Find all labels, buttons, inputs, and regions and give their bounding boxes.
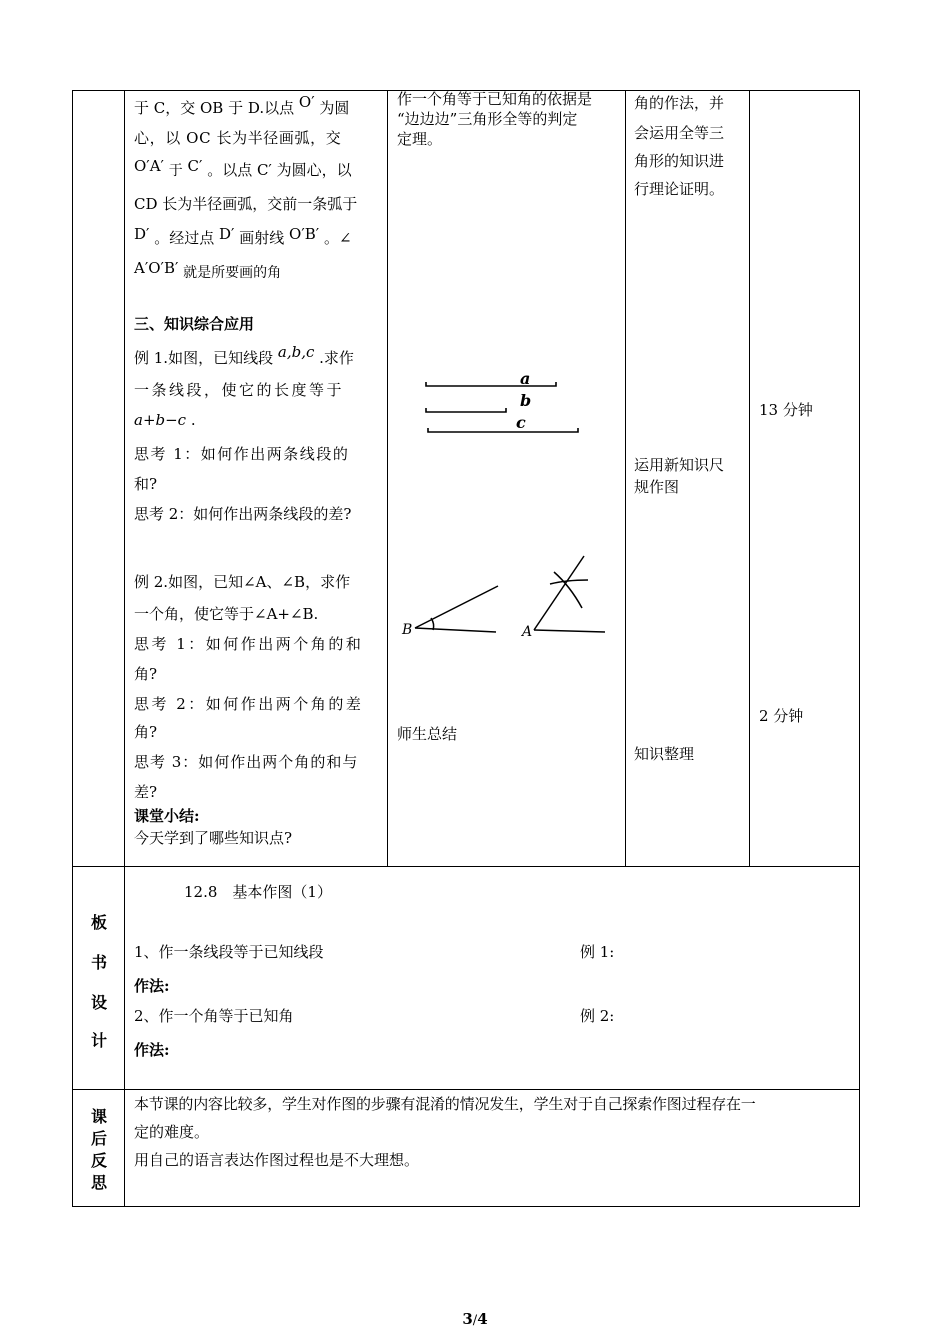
teacher-student-summary: 师生总结 (397, 725, 458, 743)
rationale-line-2: “边边边”三角形全等的判定 (397, 110, 578, 128)
row-divider-1 (72, 866, 860, 867)
construction-line-5: D′ 。经过点 D′ 画射线 O′B′ 。∠ (134, 225, 352, 247)
example-1-line-3: a+b−c . (134, 411, 196, 429)
time-13-min: 13 分钟 (759, 401, 813, 419)
construction-line-1: 于 C，交 OB 于 D.以点 O′ 为圆 (134, 93, 350, 117)
reflection-side-char-4: 思 (90, 1173, 107, 1192)
board-example-1: 例 1: (580, 943, 615, 961)
intent-line-2: 会运用全等三 (634, 124, 725, 142)
question-2-line-2: 角? (134, 723, 158, 741)
intent-line-3: 角形的知识进 (634, 152, 725, 170)
think-1-line-2: 和? (134, 475, 158, 493)
table-border-left (72, 90, 73, 1207)
col-divider-2 (387, 90, 388, 867)
board-side-char-1: 板 (90, 913, 107, 932)
apply-line-2: 规作图 (634, 478, 680, 496)
question-2-line-1: 思考 2：如何作出两个角的差 (134, 695, 364, 713)
construction-line-6: A′O′B′ 就是所要画的角 (134, 259, 282, 281)
col-divider-4 (749, 90, 750, 867)
intent-line-1: 角的作法，并 (634, 94, 725, 112)
segment-a-label: a (520, 369, 531, 388)
question-3-line-2: 差? (134, 783, 158, 801)
angle-a-ray-1 (534, 556, 584, 630)
rationale-line-1: 作一个角等于已知角的依据是 (397, 90, 593, 108)
segments-figure (420, 362, 590, 442)
reflection-line-2: 定的难度。 (134, 1123, 210, 1141)
construction-line-4: CD 长为半径画弧，交前一条弧于 (134, 195, 358, 213)
construction-line-3: O′A′ 于 C′ 。以点 C′ 为圆心，以 (134, 157, 352, 179)
segment-c-label: c (516, 413, 526, 432)
table-border-bottom (72, 1206, 860, 1207)
question-1-line-1: 思考 1：如何作出两个角的和 (134, 635, 364, 653)
intent-line-4: 行理论证明。 (634, 180, 725, 198)
angle-b-ray-2 (415, 628, 496, 632)
construction-line-2: 心，以 OC 长为半径画弧，交 (134, 129, 342, 147)
time-2-min: 2 分钟 (759, 707, 804, 725)
section-3-heading: 三、知识综合应用 (134, 315, 255, 333)
question-1-line-2: 角? (134, 665, 158, 683)
segment-c-line (428, 428, 578, 432)
knowledge-organize: 知识整理 (634, 745, 695, 763)
board-example-2: 例 2: (580, 1007, 615, 1025)
angle-b-label: B (402, 622, 413, 638)
segment-a-line (426, 382, 556, 386)
apply-line-1: 运用新知识尺 (634, 456, 725, 474)
summary-title: 课堂小结: (134, 807, 200, 825)
summary-text: 今天学到了哪些知识点? (134, 829, 293, 847)
table-border-right (859, 90, 860, 1207)
board-side-char-4: 计 (90, 1031, 107, 1050)
segment-b-line (426, 408, 506, 412)
angle-a-label: A (522, 624, 533, 640)
angle-a-arc (554, 572, 582, 608)
question-3-line-1: 思考 3：如何作出两个角的和与 (134, 753, 359, 771)
think-1-line-1: 思考 1：如何作出两条线段的 (134, 445, 350, 463)
reflection-side-char-3: 反 (90, 1151, 107, 1170)
page-number: 3/4 (462, 1310, 488, 1328)
board-title: 12.8 基本作图（1） (184, 883, 332, 901)
example-1-line-2: 一条线段，使它的长度等于 (134, 381, 345, 399)
col-divider-3 (625, 90, 626, 867)
think-2: 思考 2：如何作出两条线段的差? (134, 505, 352, 523)
example-1-line-1: 例 1.如图，已知线段 a,b,c .求作 (134, 343, 354, 367)
segment-b-label: b (520, 391, 532, 410)
board-side-char-2: 书 (90, 953, 107, 972)
board-item-1: 1、作一条线段等于已知线段 (134, 943, 324, 961)
reflection-line-3: 用自己的语言表达作图过程也是不大理想。 (134, 1151, 420, 1169)
example-2-line-1: 例 2.如图，已知∠A、∠B，求作 (134, 573, 351, 591)
board-method-1: 作法: (134, 977, 170, 995)
rationale-line-3: 定理。 (397, 130, 443, 148)
example-2-line-2: 一个角，使它等于∠A+∠B. (134, 605, 319, 623)
col-divider-1 (124, 90, 125, 1207)
board-method-2: 作法: (134, 1041, 170, 1059)
reflection-side-char-1: 课 (90, 1107, 107, 1126)
angle-a-arc-2 (550, 580, 588, 584)
angle-a-ray-2 (534, 630, 605, 632)
reflection-side-char-2: 后 (90, 1129, 107, 1148)
board-item-2: 2、作一个角等于已知角 (134, 1007, 294, 1025)
board-side-char-3: 设 (90, 993, 107, 1012)
reflection-line-1: 本节课的内容比较多，学生对作图的步骤有混淆的情况发生，学生对于自己探索作图过程存在一 (134, 1095, 756, 1113)
angles-figure (398, 548, 613, 648)
angle-b-ray-1 (415, 586, 498, 628)
